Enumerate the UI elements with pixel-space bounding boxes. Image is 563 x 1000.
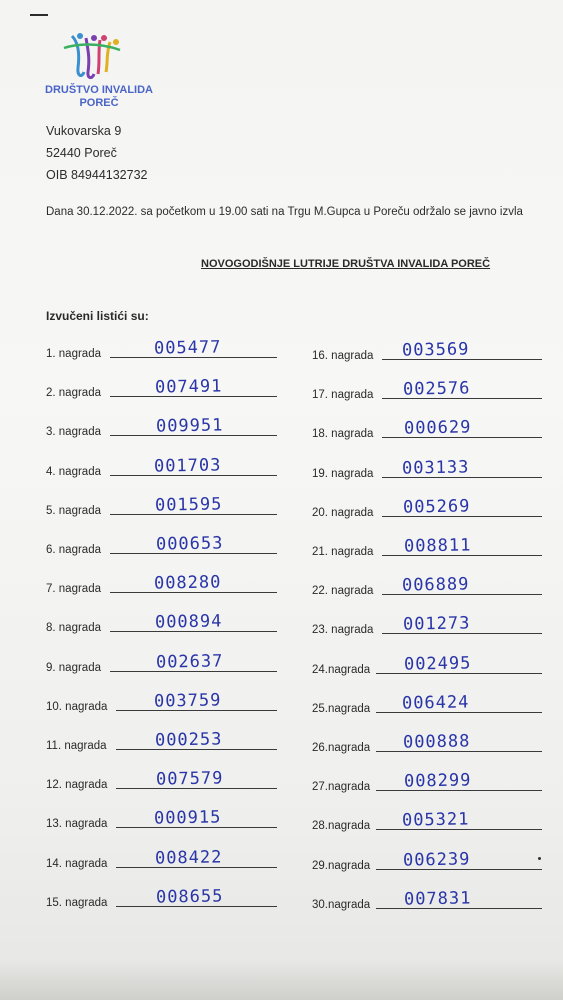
prize-label: 25.nagrada [312,703,371,715]
drawn-tickets-heading: Izvučeni listići su: [46,309,149,323]
prize-ticket-number: 001595 [154,494,223,516]
document-title: NOVOGODIŠNJE LUTRIJE DRUŠTVA INVALIDA POREČ [201,258,491,270]
prize-ticket-number: 007579 [155,768,224,790]
prize-label: 29.nagrada [312,860,371,872]
prize-label: 3. nagrada [46,426,101,438]
prize-ticket-number: 002637 [155,651,224,673]
prize-label: 12. nagrada [46,779,108,791]
prize-row [312,850,542,874]
prize-label: 16. nagrada [312,350,374,362]
prize-label: 5. nagrada [46,505,101,517]
prize-row [46,652,277,676]
prize-row [46,730,277,754]
prize-ticket-number: 000653 [155,533,224,555]
prize-row [312,497,542,521]
prize-ticket-number: 008422 [154,847,223,869]
prize-ticket-number: 001273 [402,613,471,635]
prize-label: 1. nagrada [46,348,101,360]
prize-label: 14. nagrada [46,858,108,870]
prize-row [46,495,277,519]
prize-row [312,575,542,599]
prize-row [46,808,277,832]
prize-label: 28.nagrada [312,820,371,832]
prize-label: 17. nagrada [312,389,374,401]
prize-ticket-number: 008811 [403,535,472,557]
prize-label: 30.nagrada [312,899,371,911]
prize-ticket-number: 006239 [402,849,471,871]
address-street: Vukovarska 9 [46,124,122,138]
prize-ticket-number: 000253 [154,729,223,751]
prize-label: 18. nagrada [312,428,374,440]
prize-row [46,887,277,911]
prize-label: 20. nagrada [312,507,374,519]
prize-row [312,458,542,482]
prize-row [312,379,542,403]
prize-label: 15. nagrada [46,897,108,909]
prize-row [312,889,542,913]
address-city: 52440 Poreč [46,146,117,160]
prize-label: 10. nagrada [46,701,108,713]
prize-label: 19. nagrada [312,468,374,480]
prize-label: 8. nagrada [46,622,101,634]
prize-ticket-number: 002576 [402,378,471,400]
prize-ticket-number: 000894 [154,611,223,633]
prize-label: 22. nagrada [312,585,374,597]
prize-row [312,810,542,834]
prize-ticket-number: 007491 [154,376,223,398]
prize-ticket-number: 003569 [401,339,470,361]
prize-label: 7. nagrada [46,583,101,595]
prize-label: 4. nagrada [46,466,101,478]
organization-name-line1: DRUŠTVO INVALIDA [45,84,153,96]
prize-row [46,691,277,715]
prize-ticket-number: 003759 [153,690,222,712]
prize-ticket-number: 008280 [153,572,222,594]
prize-label: 2. nagrada [46,387,101,399]
prize-row [312,654,542,678]
address-oib: OIB 84944132732 [46,168,148,182]
prize-row [46,769,277,793]
prize-row [312,536,542,560]
prize-row [46,456,277,480]
prize-row [46,534,277,558]
prize-ticket-number: 007831 [403,888,472,910]
association-logo-icon [58,28,128,84]
prize-row [46,416,277,440]
prize-ticket-number: 000915 [153,807,222,829]
prize-row [46,848,277,872]
prize-row [46,573,277,597]
prize-ticket-number: 009951 [155,415,224,437]
prize-row [312,340,542,364]
organization-name [44,84,154,110]
prize-ticket-number: 006424 [401,692,470,714]
organization-name-line2: POREČ [79,97,119,109]
corner-mark [30,14,48,16]
prize-label: 23. nagrada [312,624,374,636]
prize-label: 21. nagrada [312,546,374,558]
prize-ticket-number: 001703 [153,455,222,477]
prize-ticket-number: 003133 [401,457,470,479]
prize-ticket-number: 005477 [153,337,222,359]
prize-row [46,377,277,401]
prize-label: 26.nagrada [312,742,371,754]
prize-row [46,612,277,636]
prize-row [312,732,542,756]
prize-ticket-number: 000629 [403,417,472,439]
prize-label: 27.nagrada [312,781,371,793]
prize-ticket-number: 006889 [401,574,470,596]
ink-dot [538,857,541,860]
prize-ticket-number: 008655 [155,886,224,908]
intro-text: Dana 30.12.2022. sa početkom u 19.00 sati na Trgu M.Gupca u Poreču održalo se javno izvla [46,206,523,218]
prize-row [46,338,277,362]
prize-label: 13. nagrada [46,818,108,830]
prize-row [312,693,542,717]
prize-ticket-number: 005269 [402,496,471,518]
prize-label: 11. nagrada [46,740,107,752]
prize-label: 9. nagrada [46,662,101,674]
prize-ticket-number: 008299 [403,770,472,792]
prize-label: 24.nagrada [312,664,371,676]
prize-row [312,771,542,795]
prize-label: 6. nagrada [46,544,101,556]
prize-ticket-number: 002495 [403,653,472,675]
prize-row [312,418,542,442]
prize-row [312,614,542,638]
prize-ticket-number: 000888 [402,731,471,753]
prize-ticket-number: 005321 [401,809,470,831]
